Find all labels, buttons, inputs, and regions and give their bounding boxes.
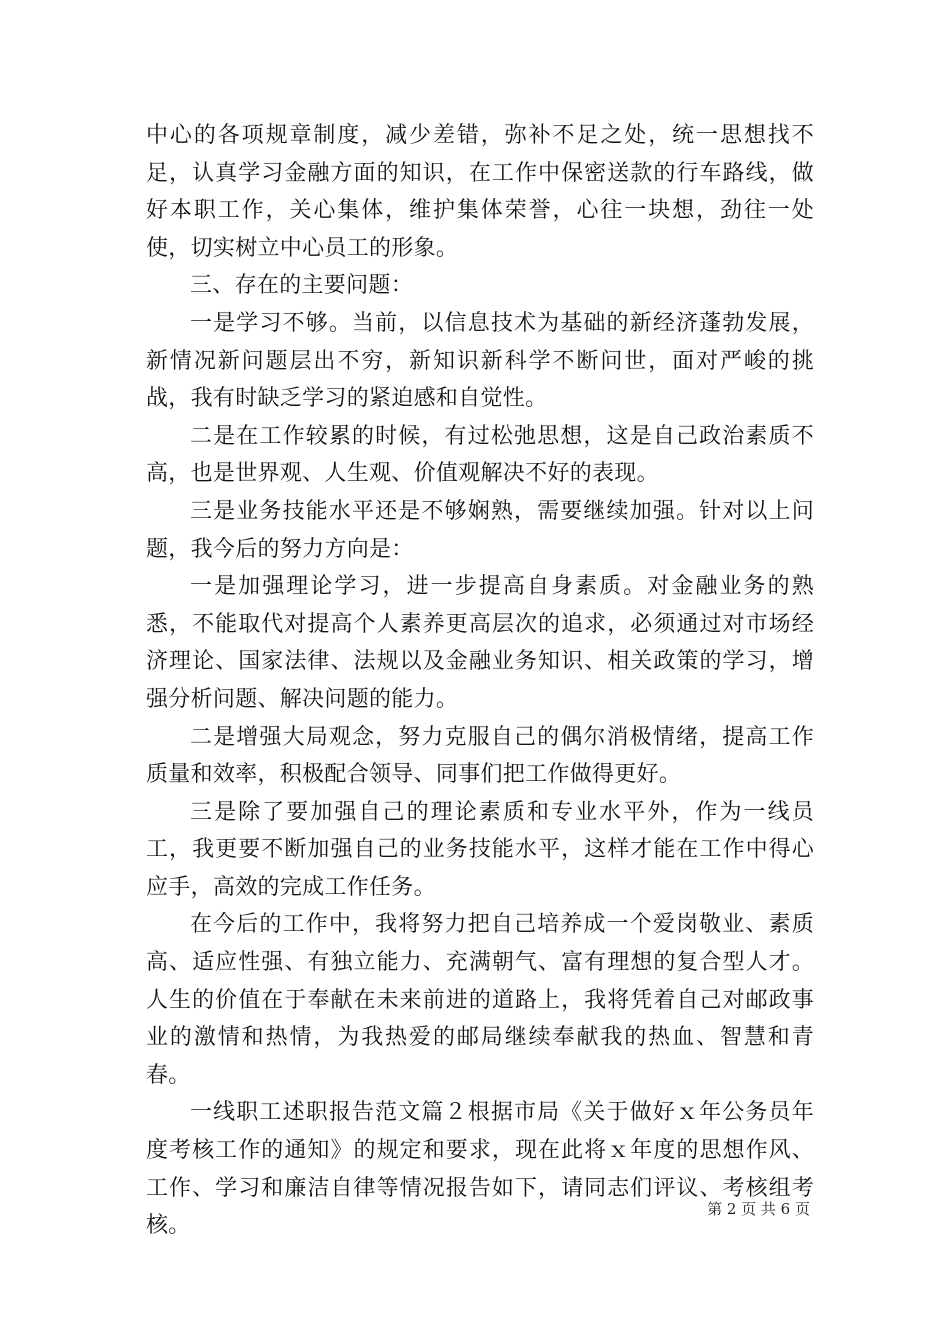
- paragraph-10: 一线职工述职报告范文篇２根据市局《关于做好ｘ年公务员年度考核工作的通知》的规定和要求，现在此将ｘ年度的思想作风、工作、学习和廉洁自律等情况报告如下，请同志们评议、考核组考核。: [146, 1100, 814, 1239]
- paragraph-1: 中心的各项规章制度，减少差错，弥补不足之处，统一思想找不足，认真学习金融方面的知识，在工作中保密送款的行车路线，做好本职工作，关心集体，维护集体荣誉，心往一块想，劲往一处使，切实树立中心员工的形象。: [146, 123, 814, 261]
- paragraph-5: 三是业务技能水平还是不够娴熟，需要继续加强。针对以上问题，我今后的努力方向是：: [146, 498, 814, 562]
- paragraph-8: 三是除了要加强自己的理论素质和专业水平外，作为一线员工，我更要不断加强自己的业务技能水平，这样才能在工作中得心应手，高效的完成工作任务。: [146, 799, 814, 900]
- paragraph-9: 在今后的工作中，我将努力把自己培养成一个爱岗敬业、素质高、适应性强、有独立能力、充满朝气、富有理想的复合型人才。人生的价值在于奉献在未来前进的道路上，我将凭着自己对邮政事业的激情和热情，为我热爱的邮局继续奉献我的热血、智慧和青春。: [146, 912, 814, 1088]
- page-number-footer: 第 2 页 共 6 页: [707, 1200, 810, 1218]
- paragraph-2: 三、存在的主要问题：: [190, 273, 414, 299]
- document-body: [146, 117, 814, 1245]
- paragraph-4: 二是在工作较累的时候，有过松弛思想，这是自己政治素质不高，也是世界观、人生观、价值观解决不好的表现。: [146, 423, 814, 487]
- paragraph-7: 二是增强大局观念，努力克服自己的偶尔消极情绪，提高工作质量和效率，积极配合领导、同事们把工作做得更好。: [146, 724, 814, 788]
- paragraph-6: 一是加强理论学习，进一步提高自身素质。对金融业务的熟悉，不能取代对提高个人素养更高层次的追求，必须通过对市场经济理论、国家法律、法规以及金融业务知识、相关政策的学习，增强分析问题、解决问题的能力。: [146, 574, 814, 712]
- paragraph-3: 一是学习不够。当前，以信息技术为基础的新经济蓬勃发展，新情况新问题层出不穷，新知识新科学不断问世，面对严峻的挑战，我有时缺乏学习的紧迫感和自觉性。: [146, 310, 814, 412]
